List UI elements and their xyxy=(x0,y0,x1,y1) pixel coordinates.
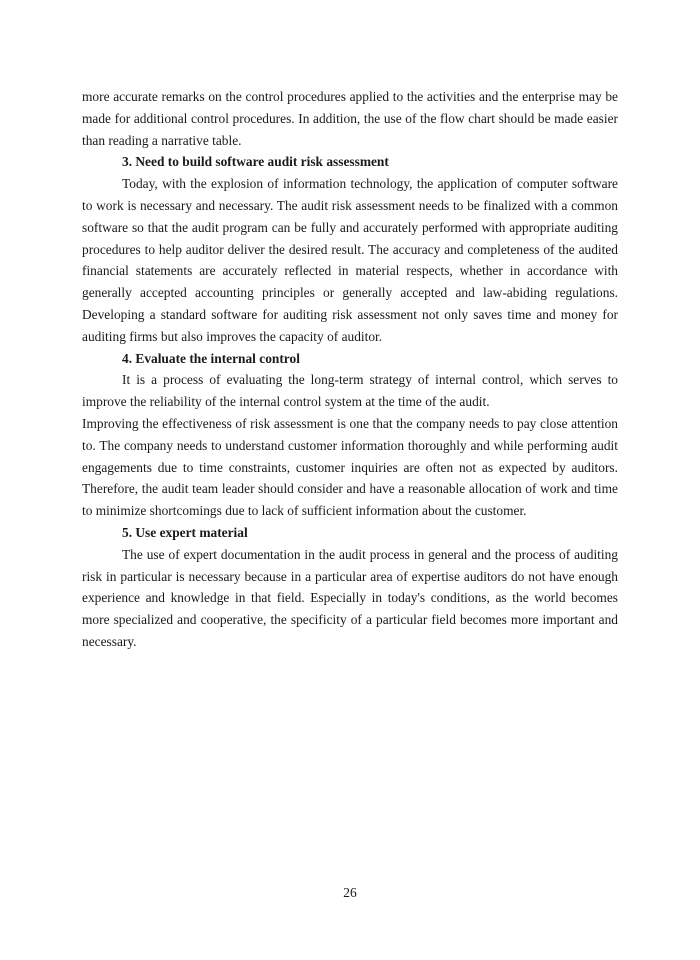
heading-use-expert-material: 5. Use expert material xyxy=(122,524,248,540)
page-body xyxy=(82,86,618,653)
paragraph-software-audit-risk: Today, with the explosion of information technology, the application of computer software to work is necessary and necessary. The audit risk assessment needs to be finalized with a common software so that the audit program can be fully and accurately performed with appropriate auditing procedures to help auditor deliver the desired result. The accuracy and completeness of the audited financial statements are accurately reflected in material respects, whether in accordance with generally accepted accounting principles or generally accepted and law-abiding regulations. Developing a standard software for auditing risk assessment not only saves time and money for auditing firms but also improves the capacity of auditor. xyxy=(82,176,618,344)
paragraph-risk-assessment-effectiveness: Improving the effectiveness of risk assessment is one that the company needs to pay close attention to. The company needs to understand customer information thoroughly and while performing audit engagements due to time constraints, customer inquiries are often not as expected by auditors. Therefore, the audit team leader should consider and have a reasonable allocation of work and time to minimize shortcomings due to lack of sufficient information about the customer. xyxy=(82,415,618,519)
heading-software-audit-risk: 3. Need to build software audit risk assessment xyxy=(122,154,389,170)
heading-evaluate-internal-control: 4. Evaluate the internal control xyxy=(122,350,300,366)
paragraph-expert-documentation: The use of expert documentation in the audit process in general and the process of auditing risk in particular is necessary because in a particular area of expertise auditors do not have enough experience and knowledge in that field. Especially in today's conditions, as the world becomes more specialized and cooperative, the specificity of a particular field becomes more important and necessary. xyxy=(82,546,618,649)
paragraph-internal-control-process: It is a process of evaluating the long-term strategy of internal control, which serves to improve the reliability of the internal control system at the time of the audit. xyxy=(82,372,618,410)
page-number: 26 xyxy=(343,885,357,900)
paragraph-flow-chart-continuation: more accurate remarks on the control procedures applied to the activities and the enterprise may be made for additional control procedures. In addition, the use of the flow chart should be made easier than reading a narrative table. xyxy=(82,89,618,148)
